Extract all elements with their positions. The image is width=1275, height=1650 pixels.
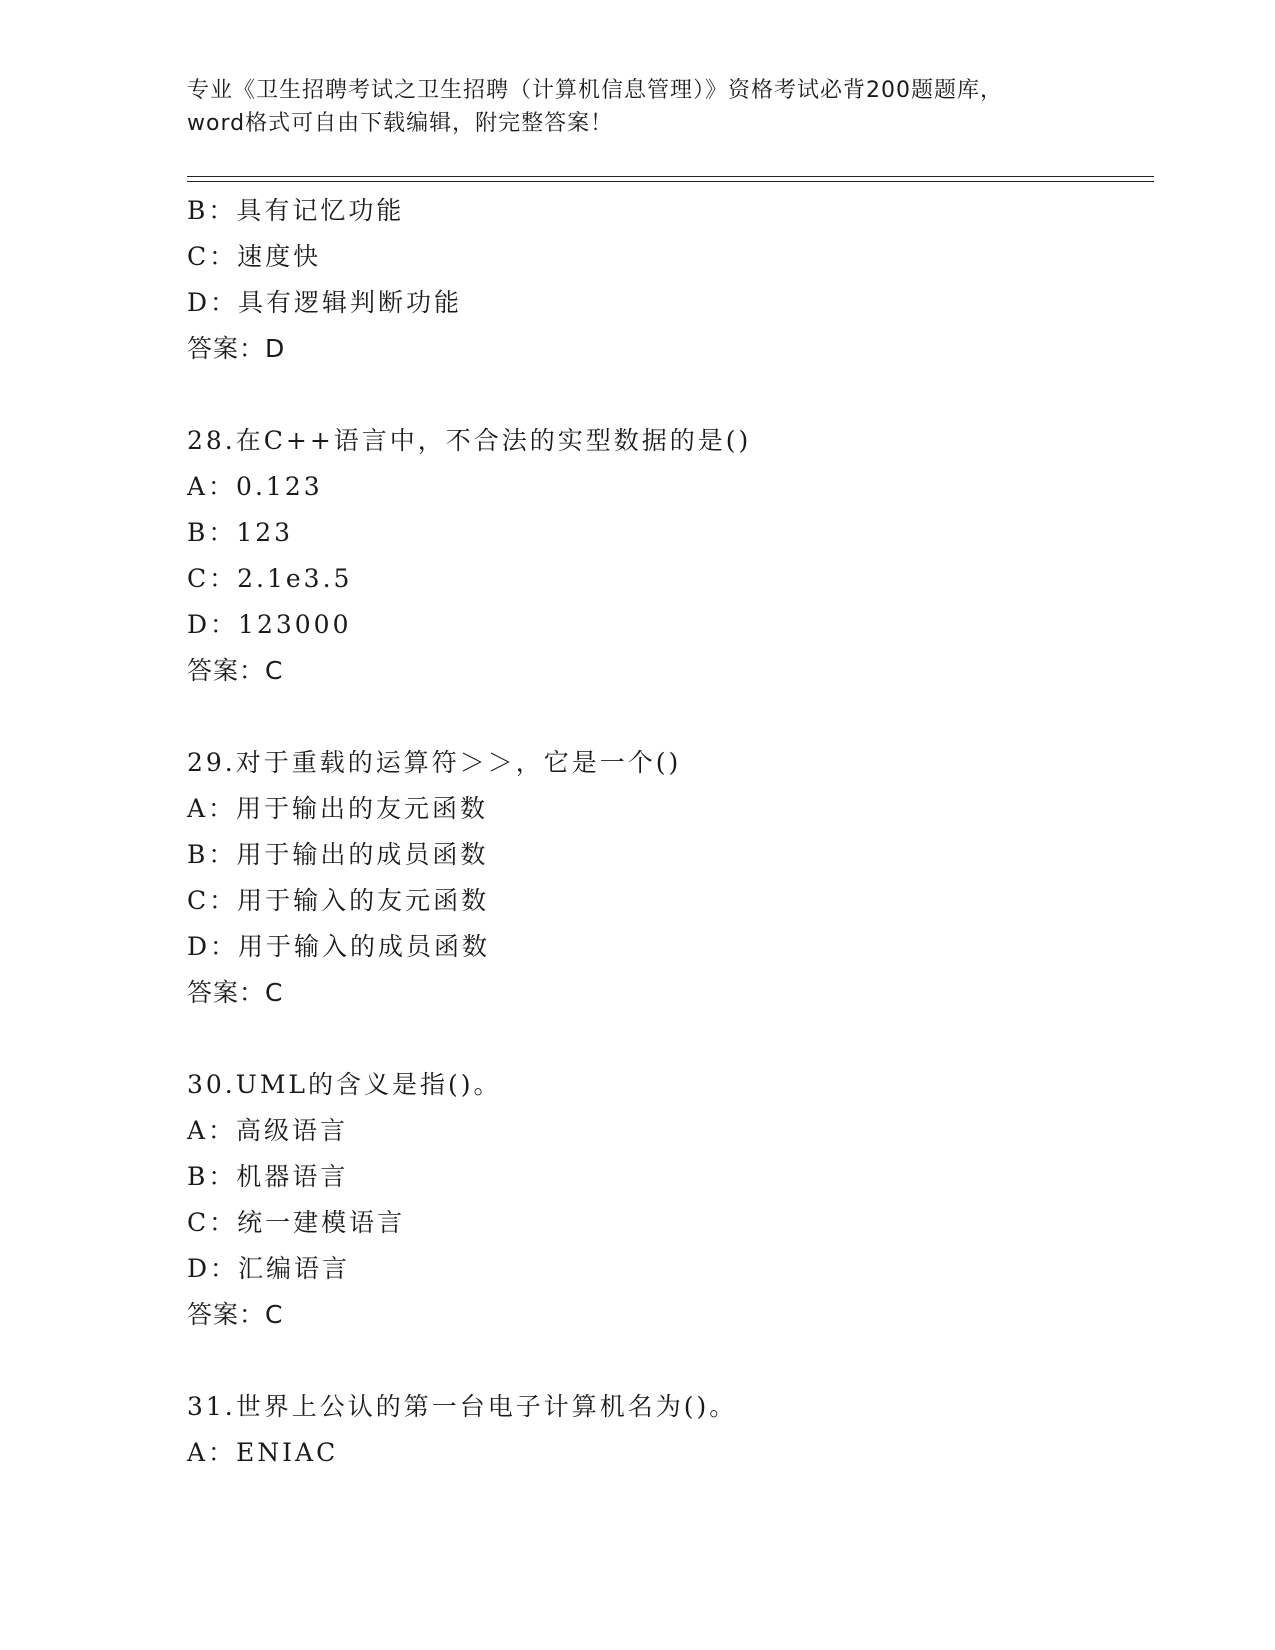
question-30-option-d: D：汇编语言 [187,1254,351,1283]
header-line-2: word格式可自由下载编辑，附完整答案！ [187,111,614,136]
question-27-answer: 答案：D [187,334,286,363]
question-list [187,188,1147,1476]
question-27-option-b: B：具有记忆功能 [187,196,405,225]
question-30-text: 30.UML的含义是指()。 [187,1070,502,1099]
header-divider-top [187,176,1154,177]
question-29-option-c: C：用于输入的友元函数 [187,886,490,915]
question-28-answer: 答案：C [187,656,284,685]
question-30-option-a: A：高级语言 [187,1116,349,1145]
question-31-block [187,1384,1147,1476]
question-28-option-c: C：2.1e3.5 [187,564,353,593]
spacer [187,372,1147,418]
question-30-block [187,1062,1147,1338]
question-28-text: 28.在C++语言中，不合法的实型数据的是() [187,426,752,455]
question-31-option-a: A：ENIAC [187,1438,339,1467]
question-30-option-c: C：统一建模语言 [187,1208,406,1237]
document-header [187,74,1087,140]
question-28-option-b: B：123 [187,518,294,547]
spacer [187,1338,1147,1384]
question-30-answer: 答案：C [187,1300,284,1329]
question-28-option-d: D：123000 [187,610,352,639]
question-29-option-d: D：用于输入的成员函数 [187,932,491,961]
question-29-block [187,740,1147,1016]
question-27-option-c: C：速度快 [187,242,322,271]
question-30-option-b: B：机器语言 [187,1162,349,1191]
header-line-1: 专业《卫生招聘考试之卫生招聘（计算机信息管理）》资格考试必背200题题库， [187,78,1003,103]
question-29-answer: 答案：C [187,978,284,1007]
question-31-text: 31.世界上公认的第一台电子计算机名为()。 [187,1392,738,1421]
question-29-text: 29.对于重载的运算符＞＞，它是一个() [187,748,682,777]
question-27-block [187,188,1147,372]
spacer [187,694,1147,740]
question-28-block [187,418,1147,694]
question-27-option-d: D：具有逻辑判断功能 [187,288,463,317]
spacer [187,1016,1147,1062]
header-divider-bottom [187,181,1154,182]
question-29-option-a: A：用于输出的友元函数 [187,794,489,823]
question-29-option-b: B：用于输出的成员函数 [187,840,489,869]
question-28-option-a: A：0.123 [187,472,323,501]
